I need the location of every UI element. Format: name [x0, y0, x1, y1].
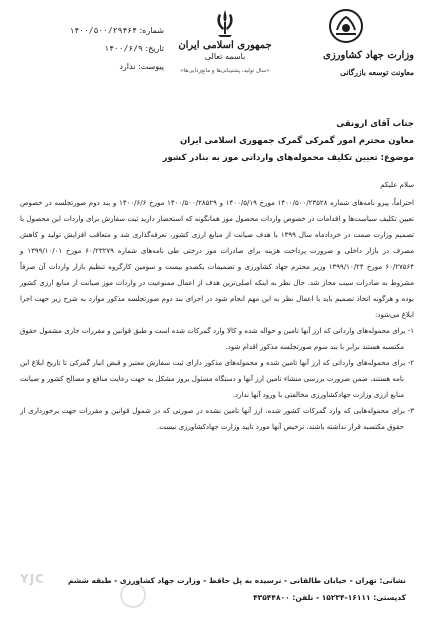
ministry-logo-icon [328, 8, 364, 44]
watermark-text: YJC [20, 572, 45, 586]
greeting: سلام علیکم [380, 181, 414, 189]
date-label: تاریخ: [145, 44, 164, 53]
list-item: ۳- برای محموله‌هایی که وارد گمرکات کشور شده، ارز آنها تامین نشده در صورتی که در شمول قوانین و مقررات جهت برخورداری از حقوق مکتسبه قرار نداشته باشند، ترخیص آنها مورد تایید وزارت جهادکشاورزی نیست. [20, 407, 414, 431]
letter-number-row [24, 22, 164, 40]
number-label: شماره: [139, 26, 164, 35]
letterhead-center [150, 8, 300, 74]
republic-title: جمهوری اسلامی ایران [178, 40, 272, 51]
letter-date-row [24, 40, 164, 58]
attachment-value: ندارد [119, 62, 136, 71]
year-slogan: «سال تولید، پشتیبانی‌ها و مانع‌زدایی‌ها» [180, 68, 270, 74]
address-block [22, 116, 414, 167]
list-item: ۱- برای محموله‌های وارداتی که ارز آنها تامین و حواله شده و کالا وارد گمرکات شده است و طبق قوانین و مقررات جاری مشمول حقوق مکتسبه هستند برابر با بند سوم صورتجلسه مذکور اقدام شود. [20, 327, 414, 351]
body-paragraph: احتراماً، پیرو نامه‌های شماره ۱۴۰۰/۵۰۰/۲۳۵۲۸ مورخ ۱۴۰۰/۵/۱۹ و ۱۴۰۰/۵۰۰/۲۸۵۲۹ مورخ ۱۴۰۰/۶/۶ و بند دوم صورتجلسه در خصوص تعیین تکلیف سیاست‌ها و اقدامات در خصوص واردات محصول موز همانگونه که استحضار دارید ثبت سفارش برای واردات این محصول با تصمیم وزارت صمت در خردادماه سال ۱۳۹۹ با هدف صیانت از منابع ارزی کشور، تعرفه‌گذاری شد و متعاقب افزایش تولید و کاهش مصرف در بازار داخلی و ضرورت پرداخت هزینه برای صادرات موز درختی طی نامه‌های شماره ۶۰/۲۳۲۷۹ مورخ ۱۳۹۹/۱۰/۰۱ و ۶۰/۲۷۵۶۴ مورخ ۱۳۹۹/۱۰/۲۴ وزیر محترم جهاد کشاورزی و تصمیمات یکصدو بیست و سومین کارگروه تنظیم بازار واردات آن صرفاً مشروط به صادرات سیب مجاز شد. حال نظر به اینکه اصلی‌ترین هدف از اعمال ممنوعیت در واردات موز صیانت از منابع ارزی کشور بوده و هرگونه اتخاذ تصمیم باید با اعمال نظر به این مهم انجام شود در اجرای بند دوم صورتجلسه مذکور موارد به شرح زیر جهت اجرا ابلاغ می‌شود: [20, 199, 415, 319]
iran-emblem-icon [212, 8, 238, 38]
number-value: ۱۴۰۰/۵۰۰/۲۹۴۶۴ [69, 26, 137, 35]
recipient-name: جناب آقای ارونقی [336, 119, 414, 129]
letter-subject: موضوع: تعیین تکلیف محموله‌های وارداتی موز به بنادر کشور [162, 153, 414, 163]
attachment-row [24, 58, 164, 76]
list-item: ۲- برای محموله‌های وارداتی که ارز آنها تامین شده و محموله‌های مذکور دارای ثبت سفارش معتبر و قبض انبار گمرکی تا تاریخ ابلاغ این نامه هستند، ضمن ضرورت بررسی منشاء تامین ارز آنها و دستگاه مسئول بروز مشکل به جهت رعایت منافع و مصالح کشور و صیانت منابع ارزی وزارت جهادکشاورزی مخالفتی با ورود آنها ندارد. [20, 359, 414, 399]
letter-body [20, 177, 414, 435]
recipient-title: معاون محترم امور گمرکی گمرک جمهوری اسلامی ایران [180, 136, 414, 146]
footer-contact: کدپستی: ۱۶۱۱۱-۱۵۲۳۴ - تلفن: ۴۳۵۴۴۸۰۰ [253, 593, 406, 602]
attachment-label: پیوست: [137, 62, 164, 71]
department-name: معاونت توسعه بازرگانی [340, 68, 414, 77]
letter-meta [24, 22, 164, 76]
ministry-name: وزارت جهاد کشاورزی [323, 50, 414, 61]
footer-address: نشانی: تهران - خیابان طالقانی - نرسیده به پل حافظ - وزارت جهاد کشاورزی - طبقه ششم [67, 576, 406, 585]
bismillah: باسمه تعالی [204, 52, 246, 61]
letter-footer [0, 566, 436, 619]
date-value: ۱۴۰۰/۶/۹ [104, 44, 143, 53]
watermark-seal-icon [120, 582, 146, 608]
